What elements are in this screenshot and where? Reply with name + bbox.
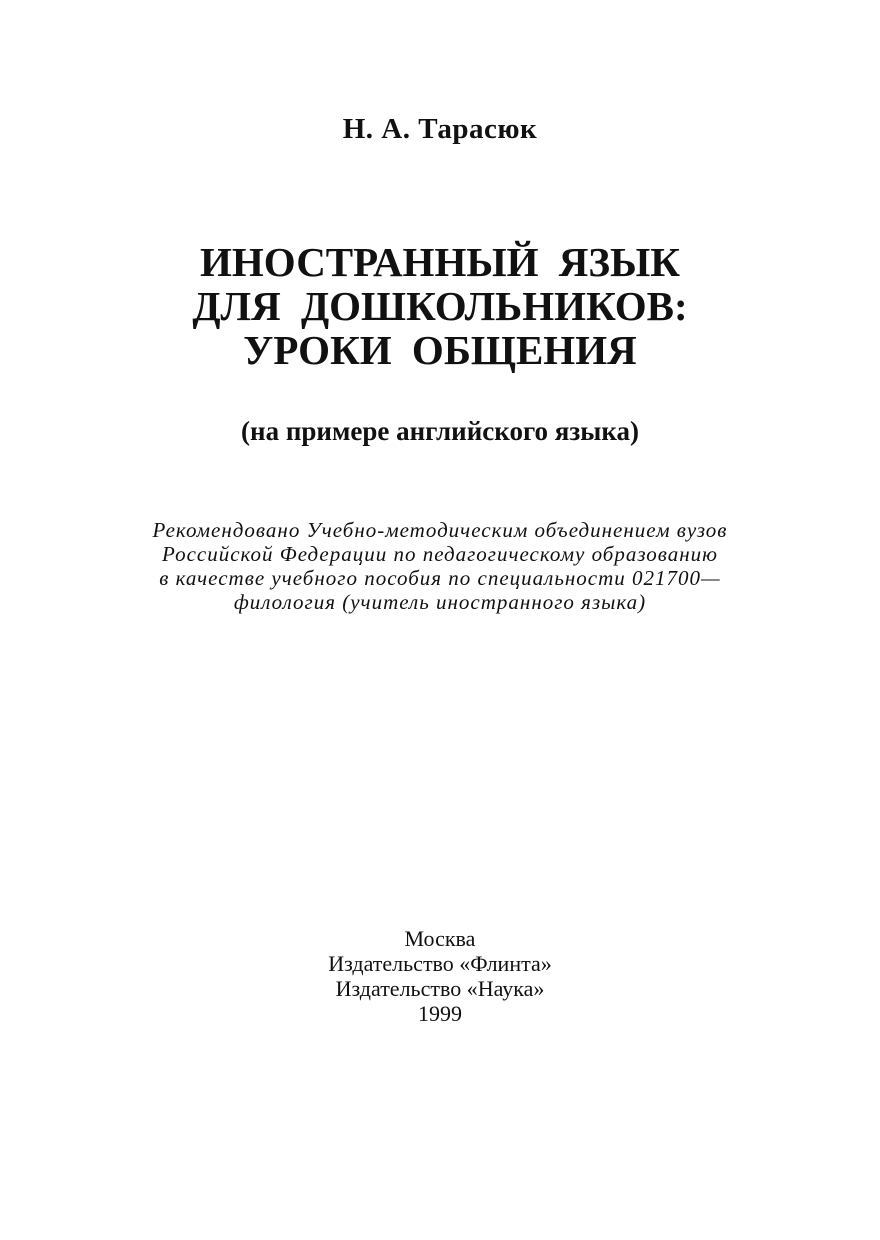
recommendation-line: в качестве учебного пособия по специальности 021700— (159, 566, 721, 590)
publisher-imprint (0, 926, 880, 1026)
book-subtitle: (на примере английского языка) (241, 416, 639, 446)
title-line: ДЛЯ ДОШКОЛЬНИКОВ: (192, 283, 688, 329)
recommendation-line: Рекомендовано Учебно-методическим объединением вузов (152, 518, 728, 542)
title-line: УРОКИ ОБЩЕНИЯ (243, 327, 637, 373)
author-name: Н. А. Тарасюк (342, 113, 538, 145)
title-line: ИНОСТРАННЫЙ ЯЗЫК (200, 239, 680, 285)
recommendation-line: Российской Федерации по педагогическому образованию (162, 542, 718, 566)
recommendation-note (0, 518, 880, 614)
imprint-publisher: Издательство «Флинта» (328, 951, 552, 976)
imprint-city: Москва (404, 926, 476, 951)
recommendation-line: филология (учитель иностранного языка) (233, 590, 647, 614)
book-title (0, 240, 880, 372)
imprint-publisher: Издательство «Наука» (335, 976, 545, 1001)
imprint-year: 1999 (418, 1001, 462, 1026)
